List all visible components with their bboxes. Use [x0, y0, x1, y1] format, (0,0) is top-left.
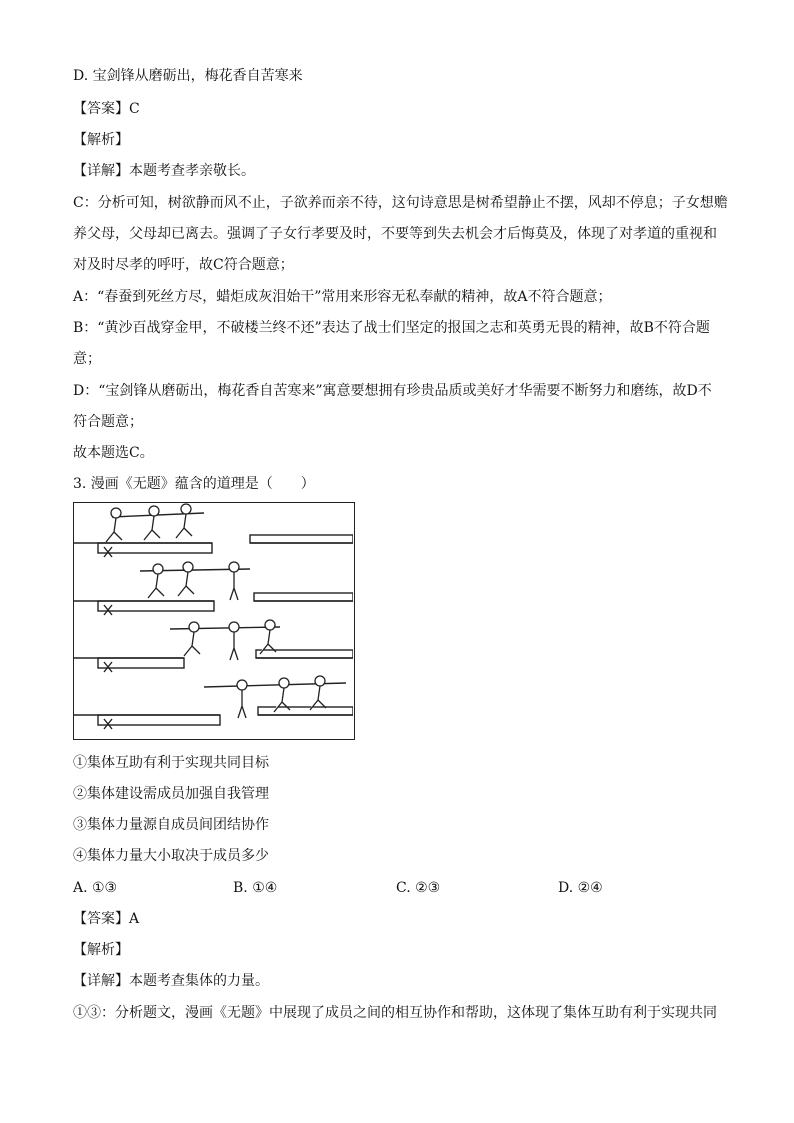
detail-paragraph-line: 养父母，父母却已离去。强调了子女行孝要及时，不要等到失去机会才后悔莫及，体现了对孝道的重视和: [73, 226, 717, 242]
analysis-label: 【解析】: [73, 942, 129, 958]
detail-intro: 【详解】本题考查集体的力量。: [73, 973, 269, 989]
cartoon-illustration: [74, 503, 353, 738]
statement-2: ②集体建设需成员加强自我管理: [73, 786, 269, 802]
question-3-stem: 3. 漫画《无题》蕴含的道理是（ ）: [73, 476, 315, 492]
option-d: D. ②④: [558, 880, 603, 896]
answer-label: 【答案】C: [73, 101, 140, 117]
statement-1: ①集体互助有利于实现共同目标: [73, 755, 269, 771]
statement-4: ④集体力量大小取决于成员多少: [73, 848, 269, 864]
detail-paragraph-line: 符合题意；: [73, 414, 143, 430]
detail-paragraph-line: 对及时尽孝的呼吁，故C符合题意；: [73, 257, 294, 273]
detail-paragraph-line: C：分析可知，树欲静而风不止，子欲养而亲不待，这句诗意思是树希望静止不摆，风却不停息；子女想赡: [73, 195, 728, 211]
answer-label: 【答案】A: [73, 911, 140, 927]
option-c: C. ②③: [396, 880, 441, 896]
detail-paragraph-line: B：“黄沙百战穿金甲，不破楼兰终不还”表达了战士们坚定的报国之志和英勇无畏的精神，故B不符合题: [73, 320, 710, 336]
option-d-text: D. 宝剑锋从磨砺出，梅花香自苦寒来: [73, 68, 303, 84]
statement-3: ③集体力量源自成员间团结协作: [73, 817, 269, 833]
option-a: A. ①③: [73, 880, 118, 896]
detail-paragraph-line: ①③：分析题文，漫画《无题》中展现了成员之间的相互协作和帮助，这体现了集体互助有利于实现共同: [73, 1005, 717, 1021]
detail-paragraph-line: 意；: [73, 351, 101, 367]
detail-intro: 【详解】本题考查孝亲敬长。: [73, 163, 255, 179]
option-b: B. ①④: [233, 880, 278, 896]
cartoon-image: [73, 502, 355, 740]
detail-paragraph-line: D：“宝剑锋从磨砺出，梅花香自苦寒来”寓意要想拥有珍贵品质或美好才华需要不断努力和磨练，故D不: [73, 383, 712, 399]
analysis-label: 【解析】: [73, 132, 129, 148]
detail-paragraph-line: A：“春蚕到死丝方尽，蜡炬成灰泪始干”常用来形容无私奉献的精神，故A不符合题意；: [73, 289, 612, 305]
conclusion-line: 故本题选C。: [73, 445, 154, 461]
